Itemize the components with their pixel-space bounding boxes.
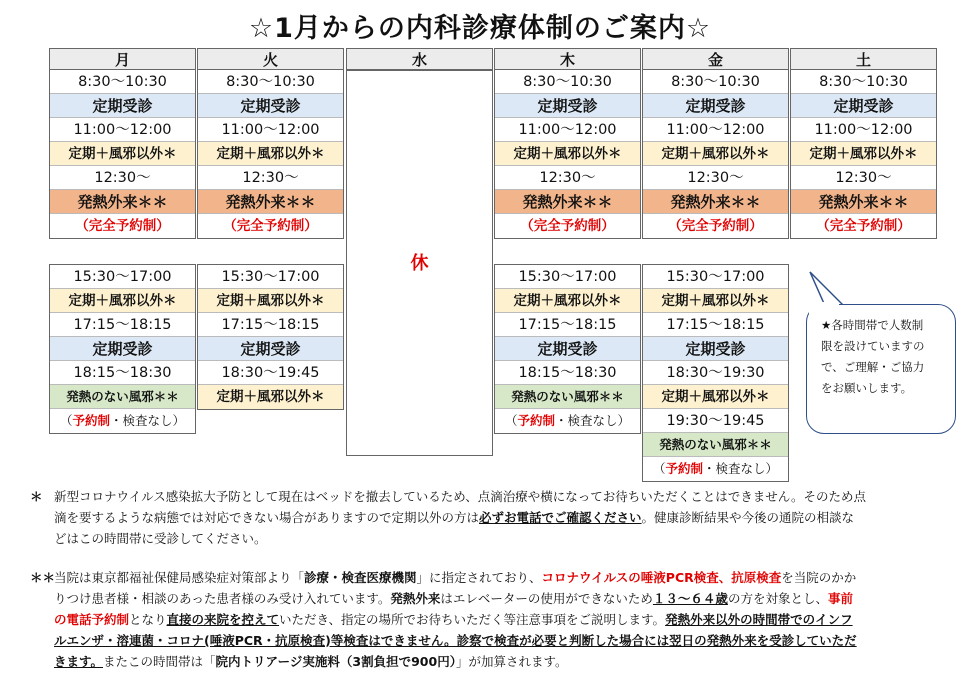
full-reservation-label: （完全予約制） bbox=[668, 218, 763, 234]
bubble-line: ★各時間帯で人数制 bbox=[821, 318, 924, 332]
fuja-label: 定期＋風邪以外＊ bbox=[643, 289, 788, 313]
teiki-label: 定期受診 bbox=[495, 94, 640, 118]
fuja-label: 定期＋風邪以外＊ bbox=[198, 385, 343, 409]
day-header-wednesday: 水 bbox=[346, 48, 493, 70]
fever-clinic-label: 発熱外来＊＊ bbox=[495, 190, 640, 214]
teiki-label: 定期受診 bbox=[50, 337, 195, 361]
time-slot: 8:30～10:30 bbox=[198, 70, 343, 94]
note-emphasis: きます。 bbox=[54, 654, 104, 669]
column-tuesday-pm bbox=[197, 264, 344, 410]
column-monday bbox=[49, 48, 196, 239]
time-slot: 11:00～12:00 bbox=[198, 118, 343, 142]
time-slot: 18:15～18:30 bbox=[495, 361, 640, 385]
bubble-line: をお願いします。 bbox=[821, 381, 913, 395]
day-header-saturday: 土 bbox=[790, 48, 937, 70]
time-slot: 12:30～ bbox=[791, 166, 936, 190]
teiki-label: 定期受診 bbox=[198, 94, 343, 118]
note-text: を当院のかか bbox=[781, 570, 857, 585]
closed-label: 休 bbox=[410, 253, 429, 274]
afternoon-block bbox=[49, 264, 196, 434]
time-slot: 11:00～12:00 bbox=[495, 118, 640, 142]
bubble-line: で、ご理解・ご協力 bbox=[821, 360, 925, 374]
time-slot: 17:15～18:15 bbox=[50, 313, 195, 337]
note-emphasis: 発熱外来 bbox=[390, 591, 441, 606]
wednesday-closed-cell bbox=[346, 70, 493, 456]
column-saturday bbox=[790, 48, 937, 239]
column-thursday-pm bbox=[494, 264, 641, 434]
column-monday-pm bbox=[49, 264, 196, 434]
note-text: の方を対象とし、 bbox=[727, 591, 828, 606]
no-fever-cold-label: 発熱のない風邪＊＊ bbox=[495, 385, 640, 409]
time-slot: 11:00～12:00 bbox=[643, 118, 788, 142]
full-reservation-label: （完全予約制） bbox=[223, 218, 318, 234]
notice-bubble bbox=[806, 304, 956, 434]
time-slot: 12:30～ bbox=[198, 166, 343, 190]
column-thursday bbox=[494, 48, 641, 239]
fuja-label: 定期＋風邪以外＊ bbox=[50, 289, 195, 313]
note-text: 滴を要するような病態では対応できない場合がありますので定期以外の方は bbox=[54, 510, 480, 525]
no-fever-cold-label: 発熱のない風邪＊＊ bbox=[643, 433, 788, 457]
fuja-label: 定期＋風邪以外＊ bbox=[791, 142, 936, 166]
time-slot: 15:30～17:00 bbox=[198, 265, 343, 289]
time-slot: 8:30～10:30 bbox=[50, 70, 195, 94]
fuja-label: 定期＋風邪以外＊ bbox=[643, 142, 788, 166]
teiki-label: 定期受診 bbox=[50, 94, 195, 118]
note-emphasis: 発熱外来以外の時間帯でのインフ bbox=[665, 612, 853, 627]
day-header-thursday: 木 bbox=[494, 48, 641, 70]
fuja-label: 定期＋風邪以外＊ bbox=[643, 385, 788, 409]
fuja-label: 定期＋風邪以外＊ bbox=[198, 142, 343, 166]
note-emphasis: １３～６４歳 bbox=[652, 591, 728, 606]
time-slot: 17:15～18:15 bbox=[198, 313, 343, 337]
note-text: 」に指定されており、 bbox=[416, 570, 542, 585]
note-red-emphasis: 事前 bbox=[827, 591, 853, 606]
time-slot: 18:30～19:45 bbox=[198, 361, 343, 385]
column-friday bbox=[642, 48, 789, 239]
time-slot: 17:15～18:15 bbox=[643, 313, 788, 337]
morning-block bbox=[790, 70, 937, 239]
teiki-label: 定期受診 bbox=[198, 337, 343, 361]
fever-clinic-label: 発熱外来＊＊ bbox=[50, 190, 195, 214]
time-slot: 12:30～ bbox=[495, 166, 640, 190]
note-text: 」が加算されます。 bbox=[455, 654, 568, 669]
no-fever-cold-label: 発熱のない風邪＊＊ bbox=[50, 385, 195, 409]
note-emphasis: 直接の来院を控えて bbox=[166, 612, 280, 627]
time-slot: 19:30～19:45 bbox=[643, 409, 788, 433]
note-emphasis: 院内トリアージ実施料（3割負担で900円） bbox=[215, 654, 456, 669]
fever-clinic-label: 発熱外来＊＊ bbox=[791, 190, 936, 214]
note-text: 。健康診断結果や今後の通院の相談な bbox=[641, 510, 855, 525]
note-red-emphasis: コロナウイルスの唾液PCR検査、抗原検査 bbox=[541, 570, 782, 585]
note-red-emphasis: の電話予約制 bbox=[54, 612, 130, 627]
teiki-label: 定期受診 bbox=[643, 337, 788, 361]
time-slot: 17:15～18:15 bbox=[495, 313, 640, 337]
fuja-label: 定期＋風邪以外＊ bbox=[198, 289, 343, 313]
note-emphasis: 必ずお電話でご確認ください bbox=[479, 510, 642, 525]
note-text: となり bbox=[129, 612, 167, 627]
afternoon-block bbox=[642, 264, 789, 482]
afternoon-block bbox=[494, 264, 641, 434]
teiki-label: 定期受診 bbox=[495, 337, 640, 361]
time-slot: 11:00～12:00 bbox=[791, 118, 936, 142]
morning-block bbox=[197, 70, 344, 239]
reservation-note: （予約制・検査なし） bbox=[652, 461, 779, 476]
fever-clinic-label: 発熱外来＊＊ bbox=[643, 190, 788, 214]
day-header-friday: 金 bbox=[642, 48, 789, 70]
time-slot: 12:30～ bbox=[50, 166, 195, 190]
time-slot: 15:30～17:00 bbox=[643, 265, 788, 289]
note-1-mark: ＊ bbox=[30, 489, 43, 504]
column-tuesday bbox=[197, 48, 344, 239]
note-text: どはこの時間帯に受診してください。 bbox=[54, 531, 267, 546]
fuja-label: 定期＋風邪以外＊ bbox=[495, 142, 640, 166]
fuja-label: 定期＋風邪以外＊ bbox=[495, 289, 640, 313]
note-text: はエレベーターの使用ができないため bbox=[440, 591, 653, 606]
full-reservation-label: （完全予約制） bbox=[816, 218, 911, 234]
page-title: ☆1月からの内科診療体制のご案内☆ bbox=[248, 13, 712, 44]
time-slot: 18:15～18:30 bbox=[50, 361, 195, 385]
column-friday-pm bbox=[642, 264, 789, 482]
time-slot: 15:30～17:00 bbox=[495, 265, 640, 289]
day-header-monday: 月 bbox=[49, 48, 196, 70]
full-reservation-label: （完全予約制） bbox=[75, 218, 170, 234]
teiki-label: 定期受診 bbox=[791, 94, 936, 118]
note-text: いただき、指定の場所でお待ちいただく等注意事項をご説明します。 bbox=[279, 612, 666, 627]
reservation-note: （予約制・検査なし） bbox=[504, 413, 631, 428]
teiki-label: 定期受診 bbox=[643, 94, 788, 118]
morning-block bbox=[49, 70, 196, 239]
fever-clinic-label: 発熱外来＊＊ bbox=[198, 190, 343, 214]
note-emphasis: 診療・検査医療機関 bbox=[304, 570, 417, 585]
time-slot: 15:30～17:00 bbox=[50, 265, 195, 289]
time-slot: 8:30～10:30 bbox=[495, 70, 640, 94]
note-1 bbox=[30, 486, 940, 549]
note-text: またこの時間帯は「 bbox=[103, 654, 216, 669]
time-slot: 11:00～12:00 bbox=[50, 118, 195, 142]
column-wednesday bbox=[346, 48, 493, 70]
time-slot: 18:30～19:30 bbox=[643, 361, 788, 385]
morning-block bbox=[642, 70, 789, 239]
fuja-label: 定期＋風邪以外＊ bbox=[50, 142, 195, 166]
note-emphasis: ルエンザ・溶連菌・コロナ(唾液PCR・抗原検査)等検査はできません。診察で検査が必要と判断した場合には翌日の発熱外来を受診していただ bbox=[54, 633, 857, 648]
time-slot: 8:30～10:30 bbox=[643, 70, 788, 94]
note-text: 新型コロナウイルス感染拡大予防として現在はベッドを撤去しているため、点滴治療や横になってお待ちいただくことはできません。そのため点 bbox=[54, 489, 867, 504]
time-slot: 12:30～ bbox=[643, 166, 788, 190]
full-reservation-label: （完全予約制） bbox=[520, 218, 615, 234]
morning-block bbox=[494, 70, 641, 239]
afternoon-block bbox=[197, 264, 344, 410]
note-text: りつけ患者様・相談のあった患者様のみ受け入れています。 bbox=[54, 591, 391, 606]
day-header-tuesday: 火 bbox=[197, 48, 344, 70]
note-2 bbox=[30, 567, 940, 672]
note-text: 当院は東京都福祉保健局感染症対策部より「 bbox=[54, 570, 305, 585]
note-2-mark: ＊＊ bbox=[30, 570, 56, 585]
reservation-note: （予約制・検査なし） bbox=[59, 413, 186, 428]
bubble-line: 限を設けていますの bbox=[821, 339, 925, 353]
time-slot: 8:30～10:30 bbox=[791, 70, 936, 94]
